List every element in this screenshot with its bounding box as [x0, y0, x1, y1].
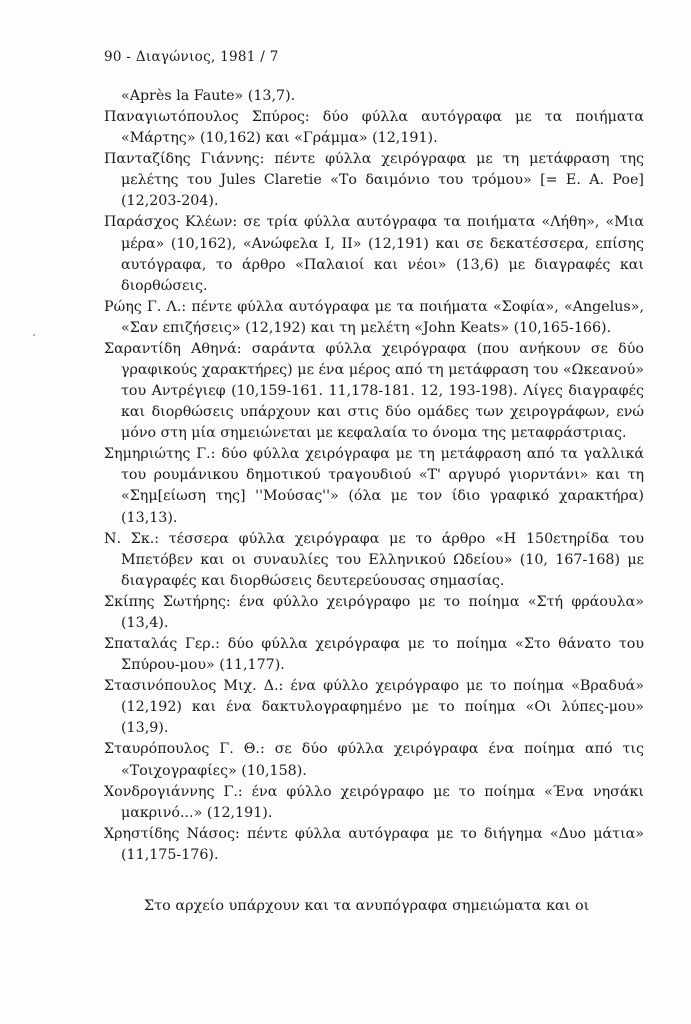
list-item: «Après la Faute» (13,7).	[121, 88, 296, 104]
closing-paragraph: Στο αρχείο υπάρχουν και τα ανυπόγραφα σημειώματα και οι	[144, 898, 590, 914]
list-item: Ρώης Γ. Λ.: πέντε φύλλα αυτόγραφα με τα ποιήματα «Σοφία», «Angelus», «Σαν επιζήσεις» (12,192) και τη μελέτη «John Keats» (10,165-166).	[104, 298, 644, 336]
entry-list	[104, 86, 644, 866]
list-item: Σημηριώτης Γ.: δύο φύλλα χειρόγραφα με τη μετάφραση από τα γαλλικά του ρουμάνικου δημοτικού τραγουδιού «Τ' αργυρό γιορντάνι» και τη «Σημ[είωση της] ''Μούσας''» (όλα με τον ίδιο γραφικό χαρακτήρα) (13,13).	[104, 446, 644, 526]
list-item: Χρηστίδης Νάσος: πέντε φύλλα αυτόγραφα με το διήγημα «Δυο μάτια» (11,175-176).	[104, 825, 644, 863]
running-head: 90 - Διαγώνιος, 1981 / 7	[104, 49, 279, 65]
list-item: Σκίπης Σωτήρης: ένα φύλλο χειρόγραφο με το ποίημα «Στή φράουλα» (13,4).	[104, 593, 644, 631]
list-item: Πανταζίδης Γιάννης: πέντε φύλλα χειρόγραφα με τη μετάφραση της μελέτης του Jules Claretie «Το δαιμόνιο του τρόμου» [= E. A. Poe] (12,203-204).	[104, 151, 644, 210]
list-item: Παράσχος Κλέων: σε τρία φύλλα αυτόγραφα τα ποιήματα «Λήθη», «Μια μέρα» (10,162), «Ανώφελα Ι, ΙΙ» (12,191) και σε δεκατέσσερα, επίσης αυτόγραφα, το άρθρο «Παλαιοί και νέοι» (13,6) με διαγραφές και διορθώσεις.	[104, 214, 644, 294]
list-item: Χονδρογιάννης Γ.: ένα φύλλο χειρόγραφο με το ποίημα «Ένα νησάκι μακρινό...» (12,191).	[104, 783, 644, 821]
list-item: Ν. Σκ.: τέσσερα φύλλα χειρόγραφα με το άρθρο «Η 150ετηρίδα του Μπετόβεν και οι συναυλίες του Ελληνικού Ωδείου» (10, 167-168) με διαγραφές και διορθώσεις δευτερεύουσας σημασίας.	[104, 530, 644, 589]
list-item: Σαραντίδη Αθηνά: σαράντα φύλλα χειρόγραφα (που ανήκουν σε δύο γραφικούς χαρακτήρες) με ένα μέρος από τη μετάφραση του «Ωκεανού» του Αντρέγιεφ (10,159-161. 11,178-181. 12, 193-198). Λίγες διαγραφές και διορθώσεις υπάρχουν και στις δύο ομάδες των χειρογράφων, ενώ μόνο στη μία σημειώνεται με κεφαλαία το όνομα της μεταφράστριας.	[104, 340, 644, 442]
scan-speck	[33, 334, 35, 336]
list-item: Στασινόπουλος Μιχ. Δ.: ένα φύλλο χειρόγραφο με το ποίημα «Βραδυά» (12,192) και ένα δακτυλογραφημένο με το ποίημα «Οι λύπες-μου» (13,9).	[104, 678, 644, 737]
list-item: Σπαταλάς Γερ.: δύο φύλλα χειρόγραφα με το ποίημα «Στο θάνατο του Σπύρου-μου» (11,177).	[104, 636, 644, 674]
list-item: Παναγιωτόπουλος Σπύρος: δύο φύλλα αυτόγραφα με τα ποιήματα «Μάρτης» (10,162) και «Γράμμα» (12,191).	[104, 109, 644, 147]
list-item: Σταυρόπουλος Γ. Θ.: σε δύο φύλλα χειρόγραφα ένα ποίημα από τις «Τοιχογραφίες» (10,158).	[104, 741, 644, 779]
